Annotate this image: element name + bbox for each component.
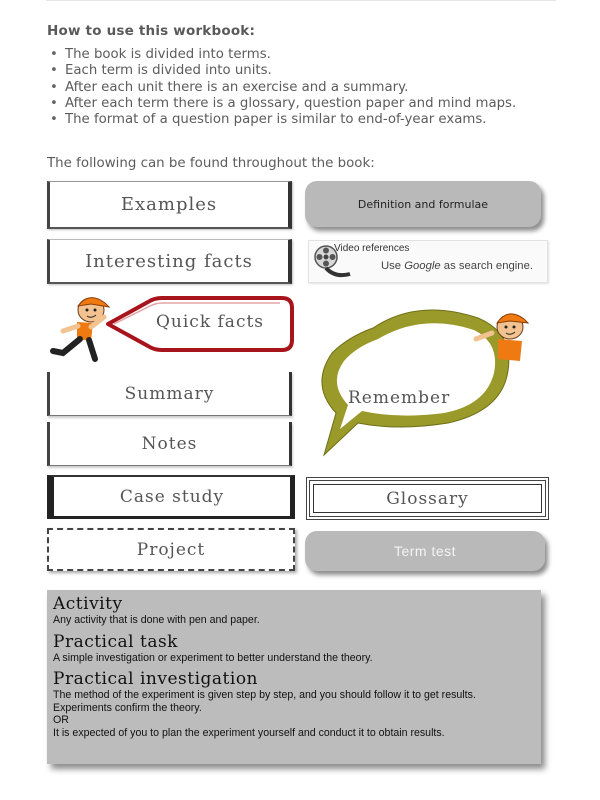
- list-item: • The book is divided into terms.: [47, 47, 557, 63]
- glossary-label: Glossary: [386, 488, 469, 509]
- definition-label: Definition and formulae: [357, 197, 489, 211]
- examples-label: Examples: [120, 194, 218, 215]
- summary-box: [47, 372, 292, 416]
- glossary-box: [306, 477, 549, 520]
- video-title: Video references: [334, 243, 410, 254]
- investigation-line: Experiments confirm the theory.: [53, 701, 202, 714]
- practical-task-description: A simple investigation or experiment to better understand the theory.: [53, 651, 373, 664]
- remember-label: Remember: [348, 388, 451, 408]
- summary-label: Summary: [124, 383, 215, 404]
- definition-formulae-box: [305, 181, 541, 227]
- notes-box: [47, 422, 292, 466]
- video-description: Use Google as search engine.: [381, 260, 533, 272]
- notes-label: Notes: [141, 433, 198, 454]
- list-item: • The format of a question paper is similar to end-of-year exams.: [47, 112, 557, 128]
- quick-facts-label: Quick facts: [155, 312, 265, 332]
- project-box: [47, 528, 295, 571]
- runner-mascot-icon: [47, 293, 113, 367]
- investigation-line: It is expected of you to plan the experiment yourself and conduct it to obtain results.: [53, 726, 445, 739]
- activity-panel: [47, 590, 541, 764]
- activity-title: Activity: [53, 594, 123, 614]
- list-item: • Each term is divided into units.: [47, 63, 557, 79]
- video-references-box: [308, 240, 548, 283]
- interesting-facts-box: [47, 239, 292, 284]
- practical-task-title: Practical task: [53, 631, 178, 652]
- case-study-box: [47, 475, 295, 519]
- examples-box: [47, 181, 292, 229]
- page-heading: How to use this workbook:: [47, 23, 256, 39]
- interesting-facts-label: Interesting facts: [85, 250, 253, 272]
- term-test-label: Term test: [393, 543, 457, 559]
- activity-description: Any activity that is done with pen and paper.: [53, 614, 260, 626]
- investigation-line: The method of the experiment is given step by step, and you should follow it to get results.: [53, 689, 476, 701]
- list-item: • After each unit there is an exercise and a summary.: [47, 80, 557, 96]
- instructions-list: [47, 47, 557, 128]
- case-study-label: Case study: [119, 486, 225, 507]
- intro-text: The following can be found throughout the book:: [47, 156, 375, 171]
- top-rule: [46, 0, 556, 1]
- practical-investigation-title: Practical investigation: [53, 669, 258, 689]
- investigation-line: OR: [53, 714, 69, 726]
- runner-mascot-icon: [470, 305, 530, 369]
- list-item: • After each term there is a glossary, question paper and mind maps.: [47, 96, 557, 112]
- project-label: Project: [136, 539, 206, 560]
- term-test-box: [305, 531, 545, 571]
